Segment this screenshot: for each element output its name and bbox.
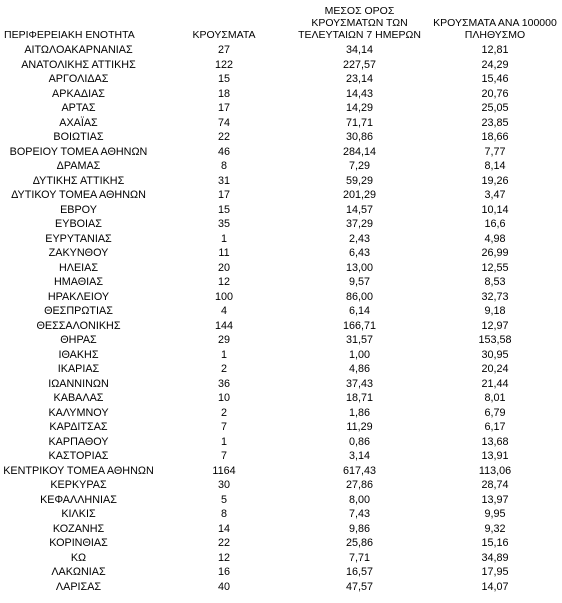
- table-row: [0, 377, 562, 392]
- table-row: [0, 188, 562, 203]
- table-row: [0, 217, 562, 232]
- avg7-cell: 47,57: [345, 580, 374, 593]
- table-body: [0, 43, 562, 594]
- avg7-cell: 7,29: [348, 160, 370, 172]
- header-per100k: ΚΡΟΥΣΜΑΤΑ ΑΝΑ 100000 ΠΛΗΘΥΣΜΟ: [433, 17, 557, 41]
- per100k-cell: 26,99: [481, 247, 509, 259]
- cases-cell: 16: [217, 566, 230, 578]
- per100k-cell: 28,74: [481, 479, 509, 491]
- avg7-cell: 23,14: [345, 73, 374, 85]
- cases-cell: 36: [217, 377, 230, 390]
- region-cell: ΚΙΛΚΙΣ: [61, 508, 96, 520]
- cases-cell: 8: [220, 508, 227, 520]
- avg7-cell: 37,29: [345, 218, 374, 230]
- cases-cell: 5: [220, 493, 227, 506]
- avg7-cell: 3,14: [348, 450, 370, 462]
- per100k-cell: 18,66: [481, 131, 509, 143]
- region-cell: ΑΡΚΑΔΙΑΣ: [52, 87, 105, 100]
- per100k-cell: 30,95: [481, 348, 509, 361]
- per100k-cell: 24,29: [481, 58, 509, 71]
- table-row: [0, 464, 562, 479]
- table-row: [0, 246, 562, 261]
- per100k-cell: 15,46: [481, 73, 509, 85]
- per100k-cell: 17,95: [481, 566, 509, 578]
- region-cell: ΘΕΣΠΡΩΤΙΑΣ: [44, 305, 113, 317]
- region-cell: ΛΑΚΩΝΙΑΣ: [51, 566, 106, 578]
- table-row: [0, 174, 562, 189]
- avg7-cell: 37,43: [345, 377, 374, 390]
- cases-cell: 18: [217, 87, 230, 100]
- avg7-cell: 14,57: [345, 203, 374, 216]
- per100k-cell: 16,6: [484, 218, 506, 230]
- per100k-cell: 153,58: [478, 334, 512, 346]
- region-cell: ΔΡΑΜΑΣ: [56, 160, 101, 172]
- region-cell: ΚΕΡΚΥΡΑΣ: [50, 479, 107, 491]
- region-cell: ΑΧΑΪΑΣ: [59, 116, 98, 129]
- avg7-cell: 86,00: [345, 290, 374, 303]
- avg7-cell: 31,57: [345, 334, 374, 346]
- per100k-cell: 9,32: [484, 522, 506, 535]
- per100k-cell: 6,17: [484, 421, 506, 433]
- region-cell: ΙΚΑΡΙΑΣ: [57, 363, 100, 375]
- per100k-cell: 23,85: [481, 116, 509, 129]
- per100k-cell: 13,91: [481, 450, 509, 462]
- avg7-cell: 6,43: [348, 247, 370, 259]
- region-cell: ΑΝΑΤΟΛΙΚΗΣ ΑΤΤΙΚΗΣ: [21, 58, 136, 71]
- region-cell: ΕΒΡΟΥ: [60, 203, 97, 216]
- avg7-cell: 13,00: [345, 261, 374, 274]
- avg7-cell: 617,43: [342, 464, 377, 477]
- per100k-cell: 14,07: [481, 580, 509, 593]
- cases-cell: 12: [217, 551, 230, 564]
- table-row: [0, 145, 562, 160]
- region-cell: ΔΥΤΙΚΗΣ ΑΤΤΙΚΗΣ: [32, 174, 125, 187]
- region-cell: ΙΘΑΚΗΣ: [58, 348, 99, 361]
- table-row: [0, 435, 562, 450]
- cases-cell: 29: [217, 334, 230, 346]
- cases-cell: 11: [218, 247, 230, 259]
- region-cell: ΚΟΖΑΝΗΣ: [52, 522, 105, 535]
- per100k-cell: 13,68: [481, 435, 509, 448]
- region-cell: ΗΛΕΙΑΣ: [58, 261, 99, 274]
- region-cell: ΗΜΑΘΙΑΣ: [53, 276, 104, 288]
- cases-cell: 1164: [212, 464, 236, 477]
- cases-cell: 22: [217, 131, 230, 143]
- table-row: [0, 551, 562, 566]
- per100k-cell: 20,24: [481, 363, 509, 375]
- per100k-cell: 3,47: [484, 189, 506, 201]
- cases-cell: 100: [214, 290, 233, 303]
- region-cell: ΚΑΡΔΙΤΣΑΣ: [49, 421, 108, 433]
- table-row: [0, 319, 562, 334]
- per100k-cell: 32,73: [481, 290, 509, 303]
- avg7-cell: 1,86: [348, 406, 370, 419]
- cases-cell: 20: [217, 261, 230, 274]
- table-row: [0, 536, 562, 551]
- cases-cell: 1: [220, 435, 227, 448]
- avg7-cell: 16,57: [345, 566, 374, 578]
- region-cell: ΖΑΚΥΝΘΟΥ: [48, 247, 109, 259]
- per100k-cell: 25,05: [481, 102, 509, 114]
- per100k-cell: 6,79: [484, 406, 506, 419]
- table-row: [0, 275, 562, 290]
- region-cell: ΗΡΑΚΛΕΙΟΥ: [47, 290, 110, 303]
- header-avg7: ΜΕΣΟΣ ΟΡΟΣ ΚΡΟΥΣΜΑΤΩΝ ΤΩΝ ΤΕΛΕΥΤΑΙΩΝ 7 ΗΜΕΡΩΝ: [298, 5, 421, 41]
- cases-cell: 74: [217, 116, 230, 129]
- avg7-cell: 227,57: [342, 58, 377, 71]
- per100k-cell: 12,97: [481, 319, 509, 332]
- table-row: [0, 391, 562, 406]
- region-cell: ΛΑΡΙΣΑΣ: [55, 580, 102, 593]
- per100k-cell: 12,81: [481, 44, 509, 56]
- table-row: [0, 290, 562, 305]
- region-cell: ΚΕΦΑΛΛΗΝΙΑΣ: [40, 493, 117, 506]
- per100k-cell: 12,55: [481, 261, 509, 274]
- per100k-cell: 8,01: [484, 392, 506, 404]
- per100k-cell: 34,89: [481, 551, 509, 564]
- avg7-cell: 59,29: [345, 174, 374, 187]
- avg7-cell: 6,14: [348, 305, 370, 317]
- cases-cell: 30: [217, 479, 230, 491]
- avg7-cell: 71,71: [345, 116, 374, 129]
- per100k-cell: 13,97: [481, 493, 509, 506]
- per100k-cell: 8,53: [484, 276, 506, 288]
- cases-cell: 10: [217, 392, 230, 404]
- per100k-cell: 7,77: [484, 145, 506, 158]
- avg7-cell: 11,29: [346, 421, 373, 433]
- region-cell: ΕΥΡΥΤΑΝΙΑΣ: [45, 232, 112, 245]
- avg7-cell: 201,29: [342, 189, 377, 201]
- avg7-cell: 18,71: [345, 392, 374, 404]
- table-header: [0, 0, 562, 43]
- per100k-cell: 19,26: [481, 174, 509, 187]
- table-row: [0, 43, 562, 58]
- header-cases: ΚΡΟΥΣΜΑΤΑ: [192, 29, 256, 41]
- region-cell: ΒΟΙΩΤΙΑΣ: [53, 131, 104, 143]
- table-row: [0, 449, 562, 464]
- avg7-cell: 14,43: [345, 87, 374, 100]
- cases-cell: 122: [214, 58, 233, 71]
- table-row: [0, 159, 562, 174]
- region-cell: ΚΑΒΑΛΑΣ: [53, 392, 104, 404]
- avg7-cell: 34,14: [345, 44, 374, 56]
- region-cell: ΘΗΡΑΣ: [60, 334, 97, 346]
- cases-cell: 2: [220, 363, 227, 375]
- cases-cell: 7: [220, 421, 227, 433]
- cases-cell: 15: [217, 73, 230, 85]
- region-cell: ΚΑΡΠΑΘΟΥ: [48, 435, 109, 448]
- region-cell: ΔΥΤΙΚΟΥ ΤΟΜΕΑ ΑΘΗΝΩΝ: [11, 189, 146, 201]
- cases-cell: 46: [217, 145, 230, 158]
- table-row: [0, 232, 562, 247]
- cases-cell: 7: [220, 450, 227, 462]
- avg7-cell: 0,86: [348, 435, 370, 448]
- avg7-cell: 284,14: [342, 145, 377, 158]
- avg7-cell: 9,86: [348, 522, 370, 535]
- cases-cell: 15: [217, 203, 230, 216]
- per100k-cell: 10,14: [481, 203, 509, 216]
- avg7-cell: 30,86: [345, 131, 374, 143]
- cases-cell: 27: [217, 44, 230, 56]
- avg7-cell: 7,43: [348, 508, 370, 520]
- table-row: [0, 130, 562, 145]
- cases-cell: 12: [217, 276, 230, 288]
- region-cell: ΑΡΤΑΣ: [61, 102, 96, 114]
- table-row: [0, 203, 562, 218]
- per100k-cell: 20,76: [481, 87, 509, 100]
- table-row: [0, 72, 562, 87]
- table-row: [0, 478, 562, 493]
- per100k-cell: 9,18: [484, 305, 506, 317]
- avg7-cell: 4,86: [348, 363, 370, 375]
- region-cell: ΚΑΣΤΟΡΙΑΣ: [48, 450, 109, 462]
- table-row: [0, 580, 562, 595]
- cases-cell: 1: [220, 232, 227, 245]
- avg7-cell: 1,00: [348, 348, 370, 361]
- table-row: [0, 101, 562, 116]
- table-row: [0, 565, 562, 580]
- cases-cell: 2: [220, 406, 227, 419]
- region-cell: ΚΑΛΥΜΝΟΥ: [48, 406, 109, 419]
- region-cell: ΑΡΓΟΛΙΔΑΣ: [48, 73, 109, 85]
- table-row: [0, 507, 562, 522]
- table-row: [0, 333, 562, 348]
- table-row: [0, 522, 562, 537]
- cases-cell: 144: [214, 319, 233, 332]
- region-cell: ΕΥΒΟΙΑΣ: [55, 218, 102, 230]
- table-row: [0, 493, 562, 508]
- avg7-cell: 14,29: [345, 102, 374, 114]
- table-row: [0, 348, 562, 363]
- region-cell: ΚΩ: [70, 551, 87, 564]
- region-cell: ΚΟΡΙΝΘΙΑΣ: [49, 537, 108, 549]
- cases-cell: 1: [220, 348, 227, 361]
- avg7-cell: 25,86: [345, 537, 374, 549]
- region-cell: ΘΕΣΣΑΛΟΝΙΚΗΣ: [36, 319, 121, 332]
- avg7-cell: 9,57: [348, 276, 370, 288]
- per100k-cell: 15,16: [481, 537, 509, 549]
- region-cell: ΚΕΝΤΡΙΚΟΥ ΤΟΜΕΑ ΑΘΗΝΩΝ: [3, 464, 154, 477]
- per100k-cell: 21,44: [481, 377, 509, 390]
- cases-cell: 14: [217, 522, 230, 535]
- per100k-cell: 9,95: [484, 508, 506, 520]
- per100k-cell: 113,06: [478, 464, 512, 477]
- cases-cell: 4: [220, 305, 227, 317]
- table-row: [0, 58, 562, 73]
- cases-cell: 8: [220, 160, 227, 172]
- region-cell: ΙΩΑΝΝΙΝΩΝ: [48, 377, 109, 390]
- avg7-cell: 166,71: [342, 319, 377, 332]
- table-row: [0, 116, 562, 131]
- cases-cell: 40: [217, 580, 230, 593]
- cases-cell: 17: [217, 189, 230, 201]
- region-cell: ΒΟΡΕΙΟΥ ΤΟΜΕΑ ΑΘΗΝΩΝ: [9, 145, 148, 158]
- avg7-cell: 27,86: [345, 479, 374, 491]
- cases-cell: 22: [217, 537, 230, 549]
- table-row: [0, 420, 562, 435]
- cases-cell: 31: [217, 174, 230, 187]
- cases-cell: 17: [217, 102, 230, 114]
- table-row: [0, 362, 562, 377]
- avg7-cell: 8,00: [348, 493, 370, 506]
- avg7-cell: 7,71: [348, 551, 370, 564]
- header-region: ΠΕΡΙΦΕΡΕΙΑΚΗ ΕΝΟΤΗΤΑ: [4, 29, 135, 41]
- per100k-cell: 4,98: [484, 232, 506, 245]
- region-cell: ΑΙΤΩΛΟΑΚΑΡΝΑΝΙΑΣ: [24, 44, 133, 56]
- avg7-cell: 2,43: [348, 232, 370, 245]
- table-row: [0, 304, 562, 319]
- table-row: [0, 261, 562, 276]
- cases-cell: 35: [217, 218, 230, 230]
- per100k-cell: 8,14: [484, 160, 506, 172]
- table-row: [0, 406, 562, 421]
- table-row: [0, 87, 562, 102]
